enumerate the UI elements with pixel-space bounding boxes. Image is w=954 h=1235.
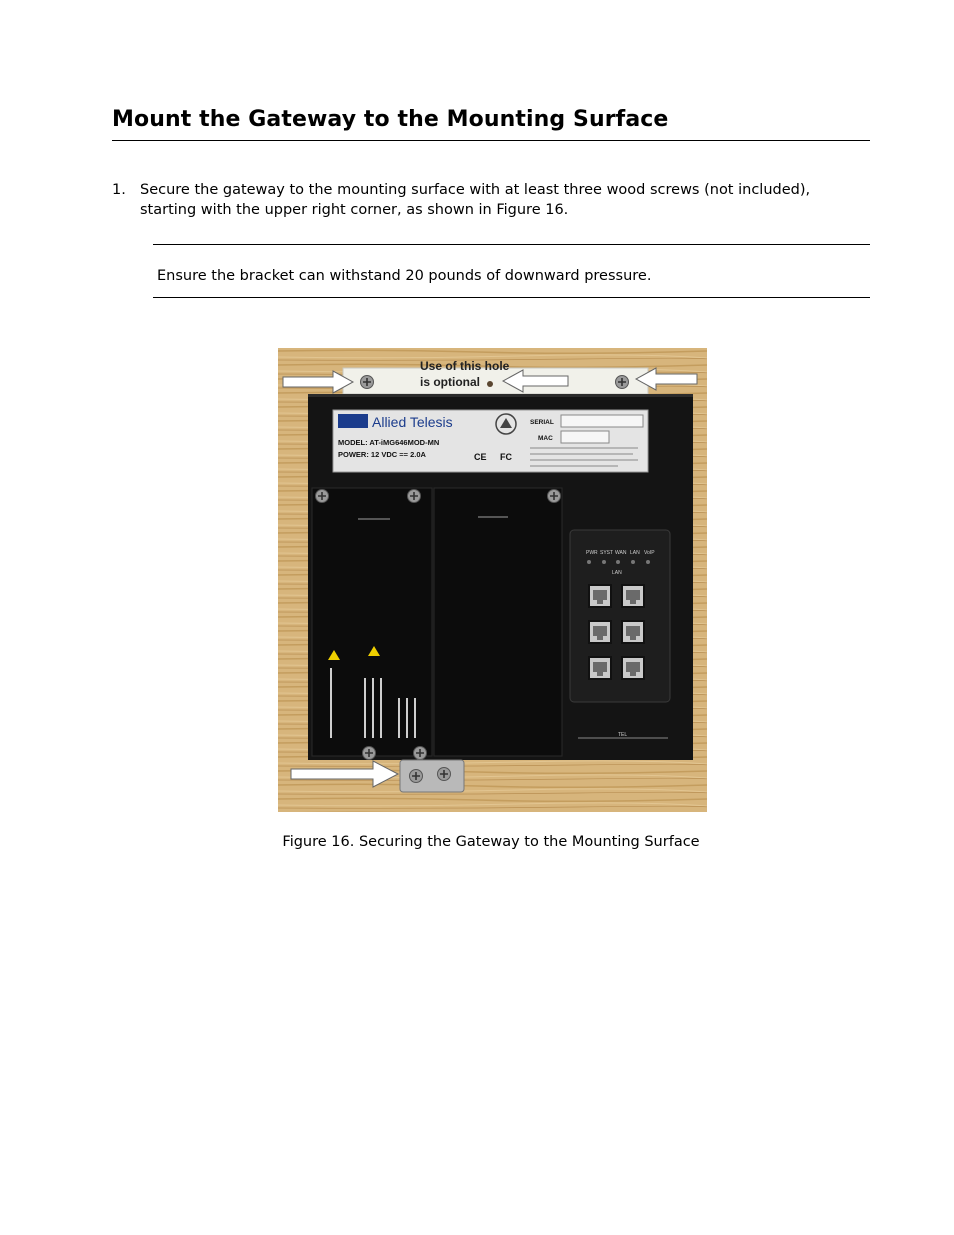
note-divider-bottom [153,297,870,298]
svg-text:SYST: SYST [600,550,614,556]
section-title: Mount the Gateway to the Mounting Surface [112,107,669,132]
svg-text:VoIP: VoIP [644,550,655,556]
lan-port [588,620,612,644]
lan-port [621,584,645,608]
module-slot-2 [434,488,562,756]
figure-caption: Figure 16. Securing the Gateway to the Mounting Surface [282,834,700,850]
title-divider [112,140,870,141]
svg-text:WAN: WAN [615,550,627,556]
step-number: 1. [112,182,126,198]
screw-top-left [361,376,374,389]
mac-label: MAC [538,435,553,442]
note-divider-top [153,244,870,245]
tel-label: TEL [618,732,628,738]
optional-hole [487,381,493,387]
lan-label: LAN [612,570,622,576]
power-text: POWER: 12 VDC == 2.0A [338,450,426,459]
callout-line2: is optional [420,375,480,389]
figure-photo [278,348,707,812]
svg-text:PWR: PWR [586,550,598,556]
lan-port [588,656,612,680]
svg-text:CE: CE [474,452,487,462]
step-text: Secure the gateway to the mounting surface with at least three wood screws (not included), starting with the upper right corner, as shown in Figure 16. [140,182,811,218]
screw-bottom [410,770,423,783]
brand-text: Allied Telesis [372,414,453,430]
lan-port [588,584,612,608]
lan-port [621,620,645,644]
svg-text:FC: FC [500,452,512,462]
screw-top-right [616,376,629,389]
svg-text:LAN: LAN [630,550,640,556]
led-labels [586,550,655,556]
serial-label: SERIAL [530,419,554,426]
callout-line1: Use of this hole [420,359,510,373]
model-text: MODEL: AT-iMG646MOD-MN [338,438,440,447]
lan-port [621,656,645,680]
note-text: Ensure the bracket can withstand 20 pounds of downward pressure. [157,268,652,284]
